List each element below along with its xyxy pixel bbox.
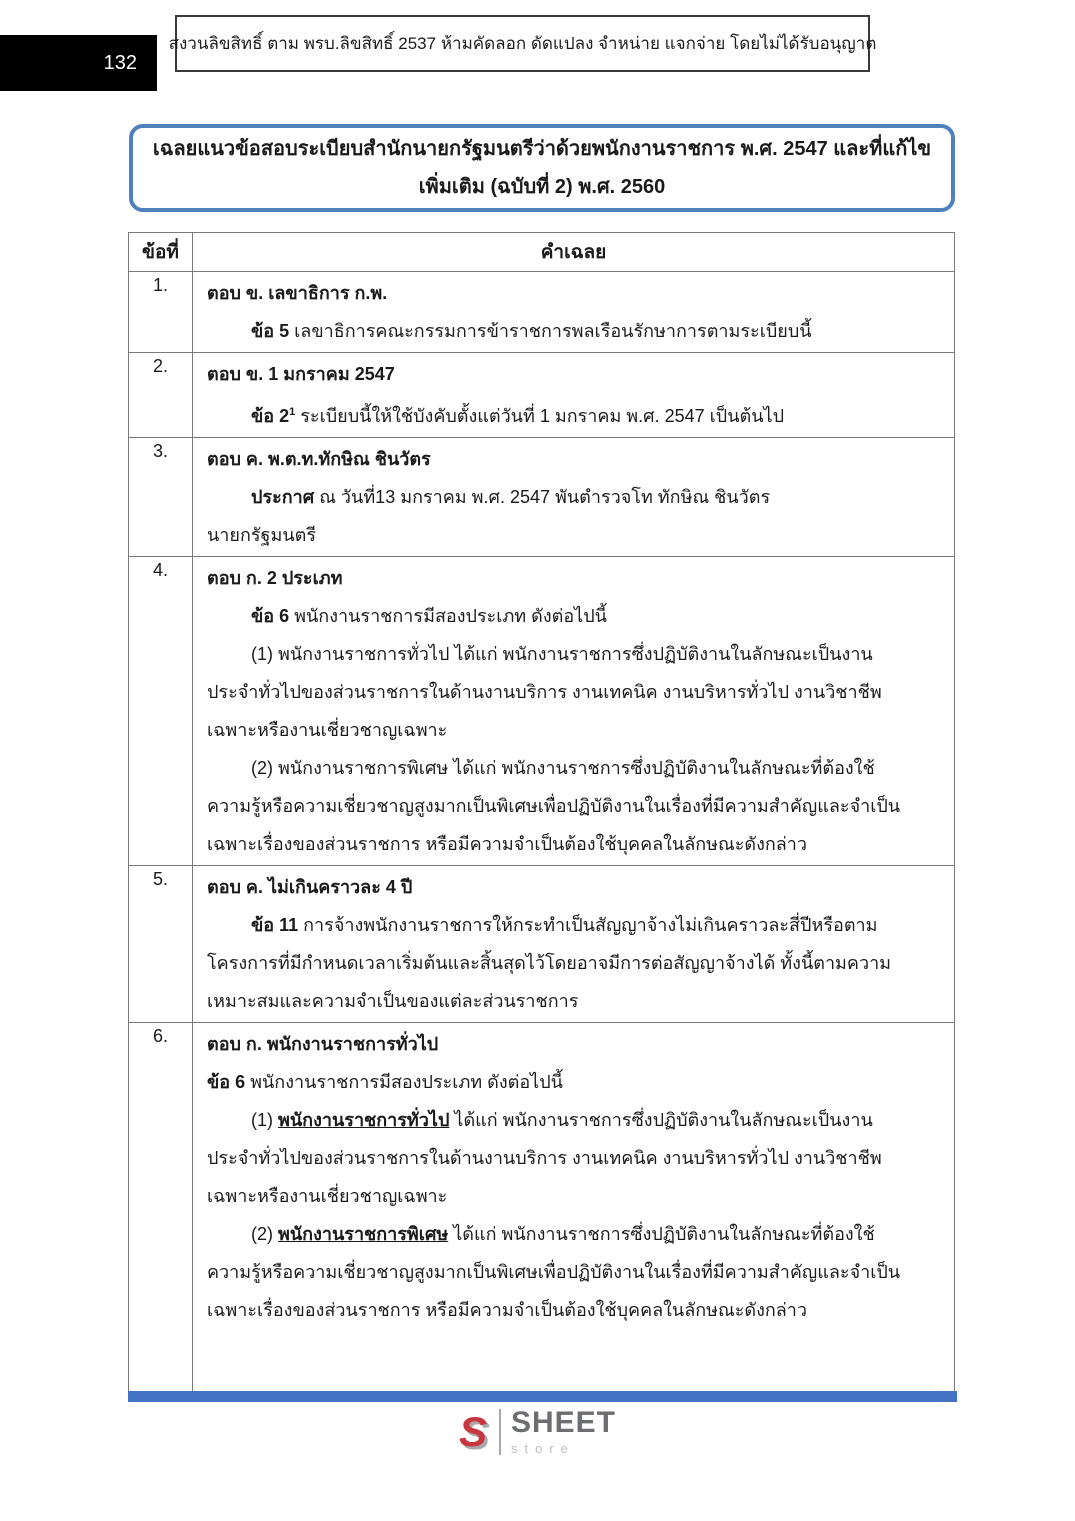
page-number: 132 xyxy=(103,51,137,74)
exam-title-line-2: เพิ่มเติม (ฉบับที่ 2) พ.ศ. 2560 xyxy=(418,176,666,198)
page-number-box xyxy=(0,35,157,91)
answer-text-segment: ตอบ ค. ไม่เกินคราวละ 4 ปี xyxy=(207,877,413,897)
answer-line xyxy=(207,355,944,393)
answer-line xyxy=(207,559,944,597)
answer-text-segment: ประกาศ xyxy=(251,487,315,507)
question-number-cell: 6. xyxy=(129,1023,193,1392)
question-number-cell: 4. xyxy=(129,557,193,866)
answer-text-segment: ความรู้หรือความเชี่ยวชาญสูงมากเป็นพิเศษเพื่อปฏิบัติงานในเรื่องที่มีความสำคัญและจำเป็น xyxy=(207,1262,901,1282)
answer-text-segment: ได้แก่ พนักงานราชการซึ่งปฏิบัติงานในลักษณะเป็นงาน xyxy=(449,1110,873,1130)
answer-line xyxy=(207,1139,944,1177)
answer-cell xyxy=(193,272,955,353)
copyright-text: สงวนลิขสิทธิ์ ตาม พรบ.ลิขสิทธิ์ 2537 ห้ามคัดลอก ดัดแปลง จำหน่าย แจกจ่าย โดยไม่ได้รับอนุญาต xyxy=(168,34,877,53)
answer-line xyxy=(207,749,944,787)
answer-line xyxy=(207,673,944,711)
answer-text-segment: ตอบ ก. พนักงานราชการทั่วไป xyxy=(207,1034,439,1054)
answer-line xyxy=(207,1063,944,1101)
answer-text-segment: เฉพาะหรืองานเชี่ยวชาญเฉพาะ xyxy=(207,1186,448,1206)
question-number-cell: 3. xyxy=(129,438,193,557)
answer-text-segment: ความรู้หรือความเชี่ยวชาญสูงมากเป็นพิเศษเพื่อปฏิบัติงานในเรื่องที่มีความสำคัญและจำเป็น xyxy=(207,796,901,816)
answer-text-segment: เฉพาะเรื่องของส่วนราชการ หรือมีความจำเป็นต้องใช้บุคคลในลักษณะดังกล่าว xyxy=(207,834,808,854)
answer-cell xyxy=(193,557,955,866)
answer-text-segment: ข้อ 5 xyxy=(251,321,290,341)
answer-text-segment: ประจำทั่วไปของส่วนราชการในด้านงานบริการ งานเทคนิค งานบริหารทั่วไป งานวิชาชีพ xyxy=(207,682,882,702)
answer-cell xyxy=(193,1023,955,1392)
header-row xyxy=(129,233,955,272)
answer-text-segment: การจ้างพนักงานราชการให้กระทำเป็นสัญญาจ้างไม่เกินคราวละสี่ปีหรือตาม xyxy=(298,915,878,935)
answer-text-segment: (1) พนักงานราชการทั่วไป ได้แก่ พนักงานราชการซึ่งปฏิบัติงานในลักษณะเป็นงาน xyxy=(251,644,873,664)
sheet-store-logo xyxy=(0,1406,1075,1458)
answer-text-segment: ได้แก่ พนักงานราชการซึ่งปฏิบัติงานในลักษณะที่ต้องใช้ xyxy=(448,1224,875,1244)
table-row xyxy=(129,1023,955,1392)
footer-divider xyxy=(128,1391,957,1402)
table-row xyxy=(129,353,955,438)
answer-text-segment: พนักงานราชการมีสองประเภท ดังต่อไปนี้ xyxy=(289,606,607,626)
answer-line xyxy=(207,393,944,435)
answer-text-segment: ประจำทั่วไปของส่วนราชการในด้านงานบริการ งานเทคนิค งานบริหารทั่วไป งานวิชาชีพ xyxy=(207,1148,882,1168)
answer-text-segment: ระเบียบนี้ให้ใช้บังคับตั้งแต่วันที่ 1 มกราคม พ.ศ. 2547 เป็นต้นไป xyxy=(295,406,784,426)
question-number-cell: 5. xyxy=(129,866,193,1023)
logo-subtitle: store xyxy=(510,1441,575,1456)
answer-text-segment: (1) xyxy=(251,1110,278,1130)
answer-text-segment: 1 xyxy=(289,406,296,418)
answers-table-body xyxy=(129,272,955,1392)
answer-text-segment: โครงการที่มีกำหนดเวลาเริ่มต้นและสิ้นสุดไว้โดยอาจมีการต่อสัญญาจ้างได้ ทั้งนี้ตามความ xyxy=(207,953,892,973)
table-row xyxy=(129,866,955,1023)
answer-cell xyxy=(193,866,955,1023)
answer-line xyxy=(207,312,944,350)
column-header-answer: คำเฉลย xyxy=(193,233,955,272)
answer-text-segment: พนักงานราชการพิเศษ xyxy=(278,1224,449,1244)
answers-table xyxy=(128,232,955,1392)
answer-line xyxy=(207,982,944,1020)
answer-text-segment: เลขาธิการคณะกรรมการข้าราชการพลเรือนรักษาการตามระเบียบนี้ xyxy=(289,321,812,341)
answer-text-segment: ข้อ 11 xyxy=(251,915,299,935)
answer-text-segment: พนักงานราชการมีสองประเภท ดังต่อไปนี้ xyxy=(245,1072,563,1092)
answer-text-segment: (2) พนักงานราชการพิเศษ ได้แก่ พนักงานราชการซึ่งปฏิบัติงานในลักษณะที่ต้องใช้ xyxy=(251,758,875,778)
answer-line xyxy=(207,825,944,863)
answer-text-segment: พนักงานราชการทั่วไป xyxy=(278,1110,450,1130)
copyright-notice-box xyxy=(168,15,877,72)
answer-line xyxy=(207,516,944,554)
answer-line xyxy=(207,274,944,312)
answers-table-header xyxy=(129,233,955,272)
answer-line xyxy=(207,440,944,478)
answer-line xyxy=(207,944,944,982)
answer-line xyxy=(207,1177,944,1215)
table-row xyxy=(129,272,955,353)
logo-name: SHEET xyxy=(510,1406,617,1439)
sheet-store-s-icon: S xyxy=(458,1408,487,1455)
answer-text-segment: เฉพาะหรืองานเชี่ยวชาญเฉพาะ xyxy=(207,720,448,740)
answer-line xyxy=(207,478,944,516)
question-number-cell: 2. xyxy=(129,353,193,438)
answer-line xyxy=(207,1291,944,1329)
table-row xyxy=(129,438,955,557)
answer-line xyxy=(207,906,944,944)
answer-text-segment: เฉพาะเรื่องของส่วนราชการ หรือมีความจำเป็นต้องใช้บุคคลในลักษณะดังกล่าว xyxy=(207,1300,808,1320)
answer-line xyxy=(207,1025,944,1063)
exam-title-box xyxy=(129,124,955,212)
logo-text-block xyxy=(501,1408,616,1456)
table-row xyxy=(129,557,955,866)
question-number-cell: 1. xyxy=(129,272,193,353)
answer-text-segment: ข้อ 2 xyxy=(251,406,290,426)
answer-text-segment: (2) xyxy=(251,1224,278,1244)
answer-text-segment: ข้อ 6 xyxy=(207,1072,246,1092)
answer-text-segment: ตอบ ก. 2 ประเภท xyxy=(207,568,343,588)
answer-cell xyxy=(193,353,955,438)
answer-line xyxy=(207,1253,944,1291)
answer-text-segment: ตอบ ค. พ.ต.ท.ทักษิณ ชินวัตร xyxy=(207,449,431,469)
answer-line xyxy=(207,868,944,906)
answer-line xyxy=(207,787,944,825)
answer-line xyxy=(207,635,944,673)
answer-line xyxy=(207,711,944,749)
answer-cell xyxy=(193,438,955,557)
answer-text-segment: เหมาะสมและความจำเป็นของแต่ละส่วนราชการ xyxy=(207,991,579,1011)
answer-text-segment: ตอบ ข. เลขาธิการ ก.พ. xyxy=(207,283,388,303)
answer-text-segment: ตอบ ข. 1 มกราคม 2547 xyxy=(207,364,395,384)
answer-text-segment: ณ วันที่13 มกราคม พ.ศ. 2547 พันตำรวจโท ทักษิณ ชินวัตร xyxy=(314,487,771,507)
answer-line xyxy=(207,597,944,635)
answer-text-segment: ข้อ 6 xyxy=(251,606,290,626)
answer-line xyxy=(207,1101,944,1139)
exam-title-line-1: เฉลยแนวข้อสอบระเบียบสำนักนายกรัฐมนตรีว่าด้วยพนักงานราชการ พ.ศ. 2547 และที่แก้ไข xyxy=(152,138,932,160)
answer-text-segment: นายกรัฐมนตรี xyxy=(207,525,316,545)
column-header-question-no: ข้อที่ xyxy=(129,233,193,272)
answer-line xyxy=(207,1215,944,1253)
